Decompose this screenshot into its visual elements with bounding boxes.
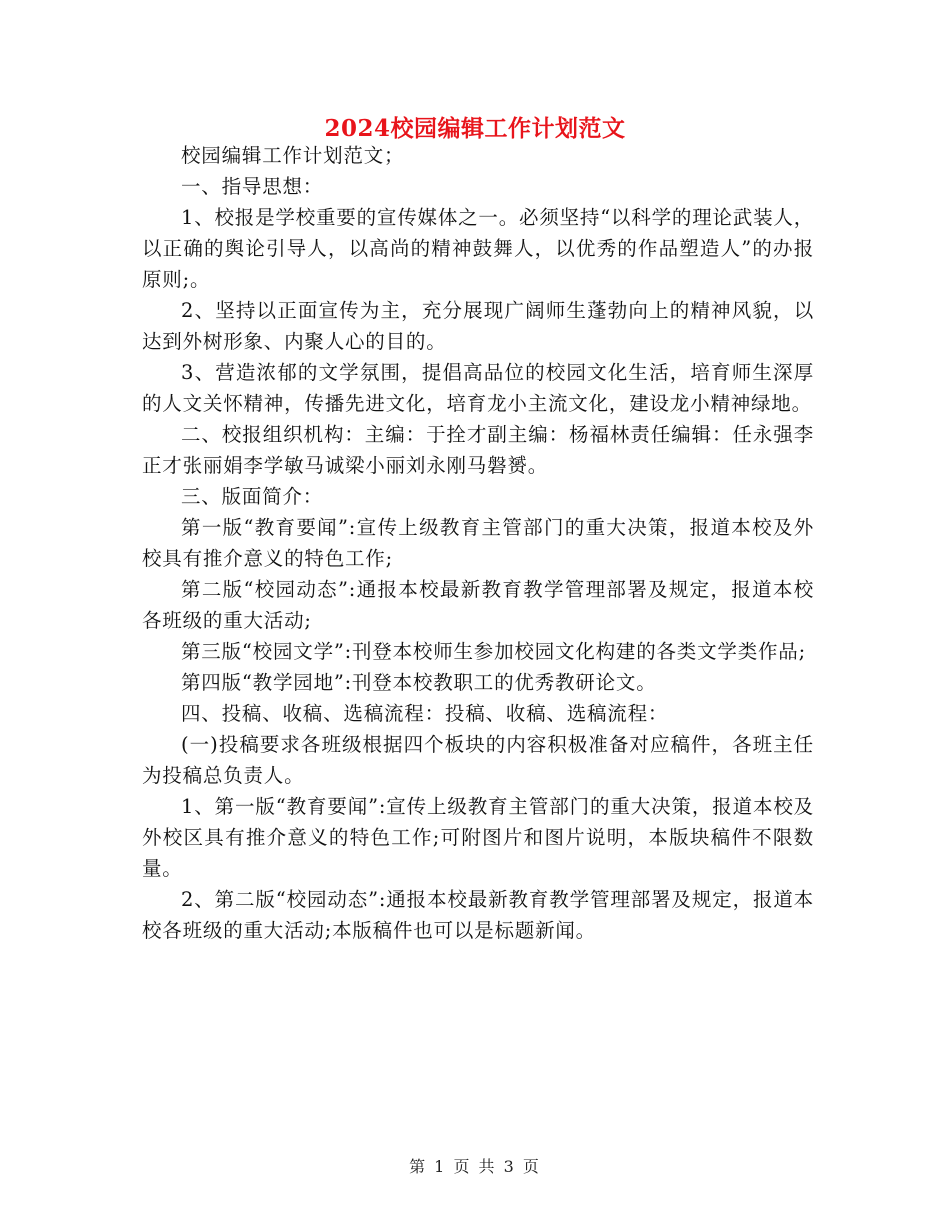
paragraph-submission-requirements: (一)投稿要求各班级根据四个板块的内容积极准备对应稿件，各班主任为投稿总负责人。 [142, 733, 814, 787]
document-body [142, 140, 814, 946]
paragraph-submission-2: 2、第二版“校园动态”:通报本校最新教育教学管理部署及规定，报道本校各班级的重大活动;本版稿件也可以是标题新闻。 [142, 888, 814, 942]
paragraph-heading-submission: 四、投稿、收稿、选稿流程：投稿、收稿、选稿流程： [181, 702, 669, 725]
document-title: 2024校园编辑工作计划范文 [324, 115, 626, 142]
paragraph-page-1: 第一版“教育要闻”:宣传上级教育主管部门的重大决策，报道本校及外校具有推介意义的特色工作; [142, 516, 814, 570]
paragraph-page-2: 第二版“校园动态”:通报本校最新教育教学管理部署及规定，报道本校各班级的重大活动; [142, 578, 814, 632]
paragraph-page-4: 第四版“教学园地”:刊登本校教职工的优秀教研论文。 [181, 671, 657, 694]
paragraph-page-3: 第三版“校园文学”:刊登本校师生参加校园文化构建的各类文学类作品; [181, 640, 806, 663]
paragraph-guiding-1: 1、校报是学校重要的宣传媒体之一。必须坚持“以科学的理论武装人，以正确的舆论引导人，以高尚的精神鼓舞人，以优秀的作品塑造人”的办报原则;。 [142, 206, 814, 291]
paragraph-intro: 校园编辑工作计划范文； [181, 144, 405, 167]
paragraph-organization: 二、校报组织机构：主编：于拴才副主编：杨福林责任编辑：任永强李正才张丽娟李学敏马诚梁小丽刘永刚马磐赟。 [142, 423, 814, 477]
page-number-footer: 第 1 页 共 3 页 [409, 1157, 541, 1176]
paragraph-submission-1: 1、第一版“教育要闻”:宣传上级教育主管部门的重大决策，报道本校及外校区具有推介意义的特色工作;可附图片和图片说明，本版块稿件不限数量。 [142, 795, 814, 880]
paragraph-guiding-2: 2、坚持以正面宣传为主，充分展现广阔师生蓬勃向上的精神风貌，以达到外树形象、内聚人心的目的。 [142, 299, 814, 353]
paragraph-heading-layout: 三、版面简介： [181, 485, 324, 508]
paragraph-heading-guiding-thought: 一、指导思想： [181, 175, 324, 198]
paragraph-guiding-3: 3、营造浓郁的文学氛围，提倡高品位的校园文化生活，培育师生深厚的人文关怀精神，传播先进文化，培育龙小主流文化，建设龙小精神绿地。 [142, 361, 814, 415]
